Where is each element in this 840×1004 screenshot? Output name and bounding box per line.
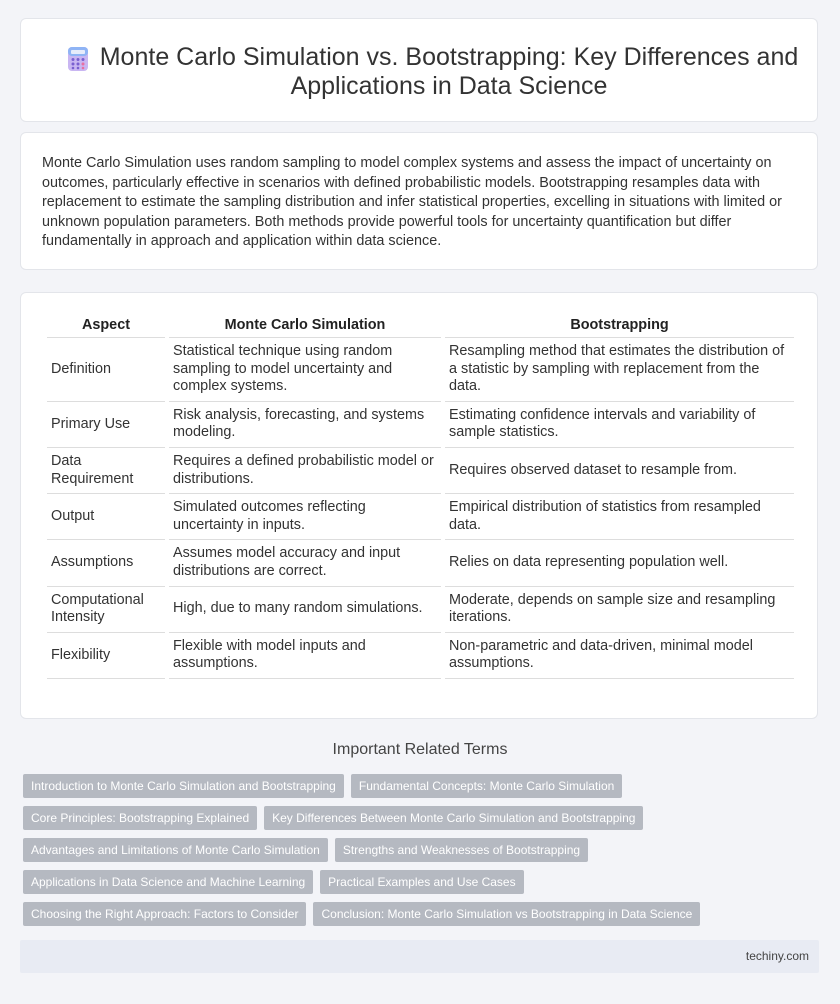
header-aspect: Aspect [47, 315, 165, 338]
related-terms-list [23, 774, 813, 934]
table-row [47, 633, 794, 679]
table-row [47, 402, 794, 448]
table-row [47, 494, 794, 540]
table-row [47, 338, 794, 402]
related-term-tag[interactable]: Advantages and Limitations of Monte Carlo Simulation [23, 838, 328, 862]
related-term-tag[interactable]: Practical Examples and Use Cases [320, 870, 523, 894]
table-row [47, 448, 794, 494]
related-term-tag[interactable]: Strengths and Weaknesses of Bootstrapping [335, 838, 588, 862]
header-monte-carlo: Monte Carlo Simulation [169, 315, 441, 338]
monte-carlo-cell: Simulated outcomes reflecting uncertainty in inputs. [169, 494, 441, 540]
bootstrapping-cell: Resampling method that estimates the distribution of a statistic by sampling with replacement from the data. [445, 338, 794, 402]
related-term-tag[interactable]: Introduction to Monte Carlo Simulation and Bootstrapping [23, 774, 344, 798]
bootstrapping-cell: Non-parametric and data-driven, minimal model assumptions. [445, 633, 794, 679]
footer [20, 940, 819, 973]
bootstrapping-cell: Requires observed dataset to resample from. [445, 448, 794, 494]
bootstrapping-cell: Estimating confidence intervals and variability of sample statistics. [445, 402, 794, 448]
monte-carlo-cell: High, due to many random simulations. [169, 587, 441, 633]
comparison-card [20, 292, 818, 719]
table-header-row [47, 315, 794, 338]
monte-carlo-cell: Assumes model accuracy and input distributions are correct. [169, 540, 441, 586]
aspect-cell: Output [47, 494, 165, 540]
bootstrapping-cell: Empirical distribution of statistics from resampled data. [445, 494, 794, 540]
footer-site-link[interactable]: techiny.com [745, 949, 809, 963]
monte-carlo-cell: Flexible with model inputs and assumptions. [169, 633, 441, 679]
related-term-tag[interactable]: Choosing the Right Approach: Factors to Consider [23, 902, 306, 926]
aspect-cell: Primary Use [47, 402, 165, 448]
monte-carlo-cell: Requires a defined probabilistic model or distributions. [169, 448, 441, 494]
header-bootstrapping: Bootstrapping [445, 315, 794, 338]
related-term-tag[interactable]: Fundamental Concepts: Monte Carlo Simulation [351, 774, 622, 798]
related-term-tag[interactable]: Applications in Data Science and Machine Learning [23, 870, 313, 894]
aspect-cell: Definition [47, 338, 165, 402]
aspect-cell: Flexibility [47, 633, 165, 679]
bootstrapping-cell: Moderate, depends on sample size and resampling iterations. [445, 587, 794, 633]
intro-paragraph: Monte Carlo Simulation uses random sampling to model complex systems and assess the impact of uncertainty on outcomes, particularly effective in scenarios with defined probabilistic models. Bootstrapping resamples data with replacement to estimate the sampling distribution and infer statistical properties, excelling in situations with limited or unknown population parameters. Both methods provide powerful tools for uncertainty quantification but differ fundamentally in approach and application within data science. [42, 155, 782, 250]
bootstrapping-cell: Relies on data representing population well. [445, 540, 794, 586]
table-row [47, 540, 794, 586]
related-term-tag[interactable]: Key Differences Between Monte Carlo Simulation and Bootstrapping [264, 806, 643, 830]
related-terms-title: Important Related Terms [332, 741, 508, 758]
aspect-cell: Data Requirement [47, 448, 165, 494]
aspect-cell: Assumptions [47, 540, 165, 586]
related-term-tag[interactable]: Core Principles: Bootstrapping Explained [23, 806, 257, 830]
related-term-tag[interactable]: Conclusion: Monte Carlo Simulation vs Bootstrapping in Data Science [313, 902, 700, 926]
title-card [20, 18, 818, 122]
aspect-cell: Computational Intensity [47, 587, 165, 633]
intro-card [20, 132, 818, 270]
calculator-icon [65, 46, 91, 72]
page-title: Monte Carlo Simulation vs. Bootstrapping: Key Differences and Applications in Data Science [99, 43, 799, 100]
monte-carlo-cell: Risk analysis, forecasting, and systems modeling. [169, 402, 441, 448]
monte-carlo-cell: Statistical technique using random sampling to model uncertainty and complex systems. [169, 338, 441, 402]
comparison-table [43, 315, 798, 679]
table-row [47, 587, 794, 633]
